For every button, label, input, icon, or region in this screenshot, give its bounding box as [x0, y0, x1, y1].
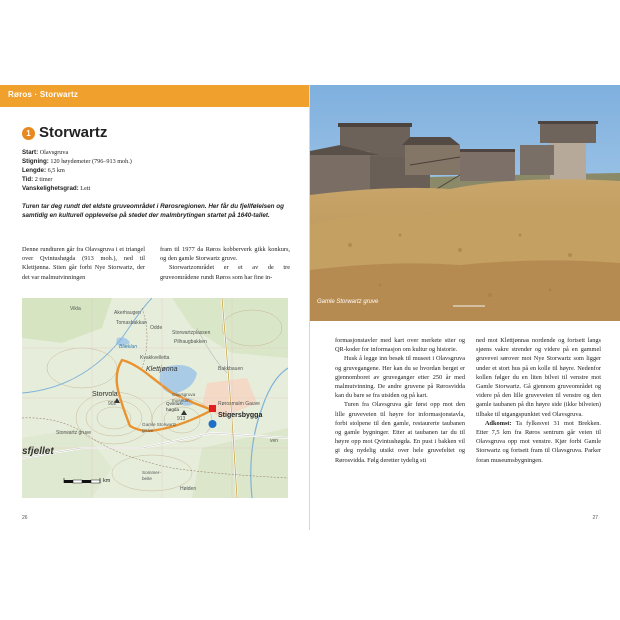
- map-label-klettjonna: Klettjønna: [146, 366, 178, 373]
- map-label-gamle-storwartz: Gamle Storwartz gruve: [142, 422, 177, 433]
- right-page: [310, 85, 620, 530]
- access-lead: Adkomst:: [485, 419, 512, 427]
- map-label-bakkbauen: Bakkbauen: [218, 366, 244, 372]
- page-number-right: 27: [592, 515, 598, 521]
- body-paragraph: Husk å legge inn besøk til museet i Olavsgruva og gruvegangene. Her kan du se hvordan berget er gjennomboret av gruveganger etter 250 år med malmutvinning. De andre gruvene på Rørosvidda kan du bare se fra utsiden og på kart.: [335, 355, 465, 400]
- map-label-hoiden: Høiden: [180, 486, 197, 492]
- route-number-badge: 1: [22, 127, 35, 140]
- map-label-qvintus: Qvintus- høgda: [166, 401, 184, 412]
- access-paragraph: [476, 419, 601, 465]
- map-label-akerhaugen: Akerhaugen: [114, 310, 141, 316]
- photo-caption: Gamle Storwartz gruve: [317, 299, 379, 305]
- bus-stop-marker: [209, 420, 217, 428]
- route-facts: [22, 148, 292, 193]
- book-spread: [0, 85, 620, 530]
- left-body-column-2: [160, 245, 290, 282]
- fact-difficulty: Vanskelighetsgrad: Lett: [22, 185, 91, 192]
- map-label-kvakkvelletta: Kvakkvelletta: [140, 355, 170, 361]
- route-title: Storwartz: [39, 124, 108, 141]
- map-label-storvola: Storvola: [92, 391, 118, 398]
- body-paragraph: Turen fra Olavsgruva går først opp mot den lille gruveveien til høyre for informasjonstavla, forbi stolpene til den gamle, restaurerte taubanen og gamle bygninger. Etter at taubanen tar du til høyre opp mot Qvintushøgda. En pust i bakken vil gi deg nydelig utsikt over hele gruvefeltet og Rørosvidda. Følg deretter tydelig sti: [335, 401, 465, 464]
- section-header-bar: [0, 85, 310, 107]
- right-body-column-2: [476, 336, 601, 465]
- body-paragraph: Denne rundturen går fra Olavsgruva i et triangel over Qvintushøgda (913 moh.), ned til Klettjønna. Stien går forbi Nye Storwartz, der det var malmutvinningen: [22, 246, 145, 281]
- route-intro: Turen tar deg rundt det eldste gruveområdet i Rørosregionen. Her får du fjellfølelsen og samtidig en kulturell opplevelse på stedet der malmbrytingen startet på 1640-tallet.: [22, 203, 284, 219]
- map-label-storvola-height: 902: [108, 401, 117, 407]
- map-label-stop: Stigersbygga: [218, 412, 263, 419]
- access-text: Ta fylkesvei 31 mot Brekken. Etter 7,5 km fra Røros sentrum går veien til Olavsgruva opp mot venstre. Kjør forbi Gamle Storwartz og fortsett fram til Olavsgruva. Parker foran museumsbygningen.: [476, 419, 601, 464]
- body-paragraph: fram til 1977 da Røros kobberverk gikk konkurs, og den gamle Storwartz gruve.: [160, 246, 290, 263]
- map-scale-label: km: [103, 478, 111, 484]
- body-paragraph: formasjonstavler med kart over merkete stier og QR-koder for informasjon om kultur og historie.: [335, 337, 465, 354]
- fact-climb: Stigning: 120 høydemeter (796–913 moh.): [22, 158, 132, 165]
- page-number-left: 26: [22, 515, 28, 521]
- map-label-storwartz-gruve: Storwartz gruve: [56, 430, 92, 436]
- map-label-tomasbakkan: Tomasbakkan: [116, 320, 147, 326]
- route-map: [22, 298, 288, 498]
- fact-time: Tid: 2 timer: [22, 176, 53, 183]
- right-body-column-1: [335, 336, 465, 465]
- mine-photo: [310, 85, 620, 321]
- fact-length: Lengde: 6,5 km: [22, 167, 65, 174]
- map-label-rorosmalm: Rørosmalm Gauve: [218, 401, 260, 407]
- section-header-text: Røros · Storwartz: [8, 90, 79, 99]
- map-label-olavsgruva-museum: Olavsgruva museum: [172, 392, 196, 403]
- map-label-qvintus-height: 913: [177, 416, 186, 422]
- map-label-pilhaugbakken: Pilhaugbakken: [174, 339, 207, 345]
- body-paragraph: Storwartzområdet er et av de tre gruveområdene rundt Røros som har fine in-: [160, 264, 290, 281]
- mine-photo-graphic: [310, 85, 620, 321]
- map-label-fjellet: sfjellet: [22, 446, 54, 457]
- map-label-sommerbeite: Sommer- beite: [142, 470, 161, 481]
- map-label-vikla: Vikla: [70, 306, 81, 312]
- map-label-odde: Odde: [150, 325, 163, 331]
- map-label-storwartzplassen: Storwartzplassen: [172, 330, 211, 336]
- map-label-ven: ven: [270, 438, 279, 444]
- left-page: [0, 85, 310, 530]
- fact-start: Start: Olavsgruva: [22, 149, 69, 156]
- start-marker: [209, 405, 216, 412]
- map-label-blaeklan: Blæklan: [119, 344, 138, 350]
- left-body-column-1: [22, 245, 145, 282]
- body-paragraph: ned mot Klettjønnas nordende og fortsett langs sjøens vakre strender og videre på en gammel gruvevei sørover mot Nye Storwartz som ligger under et stort hus på en kolle til høyre. Nedenfor kollen følger du en liten bilvei til venstre mot Gamle Storwartz. Gå gjennom gruveområdet og videre på den lille gruveveien til venstre og den gamle taubanen på din høyre side (ikke bilveien) tilbake til utgangspunktet ved Olavsgruva.: [476, 337, 601, 418]
